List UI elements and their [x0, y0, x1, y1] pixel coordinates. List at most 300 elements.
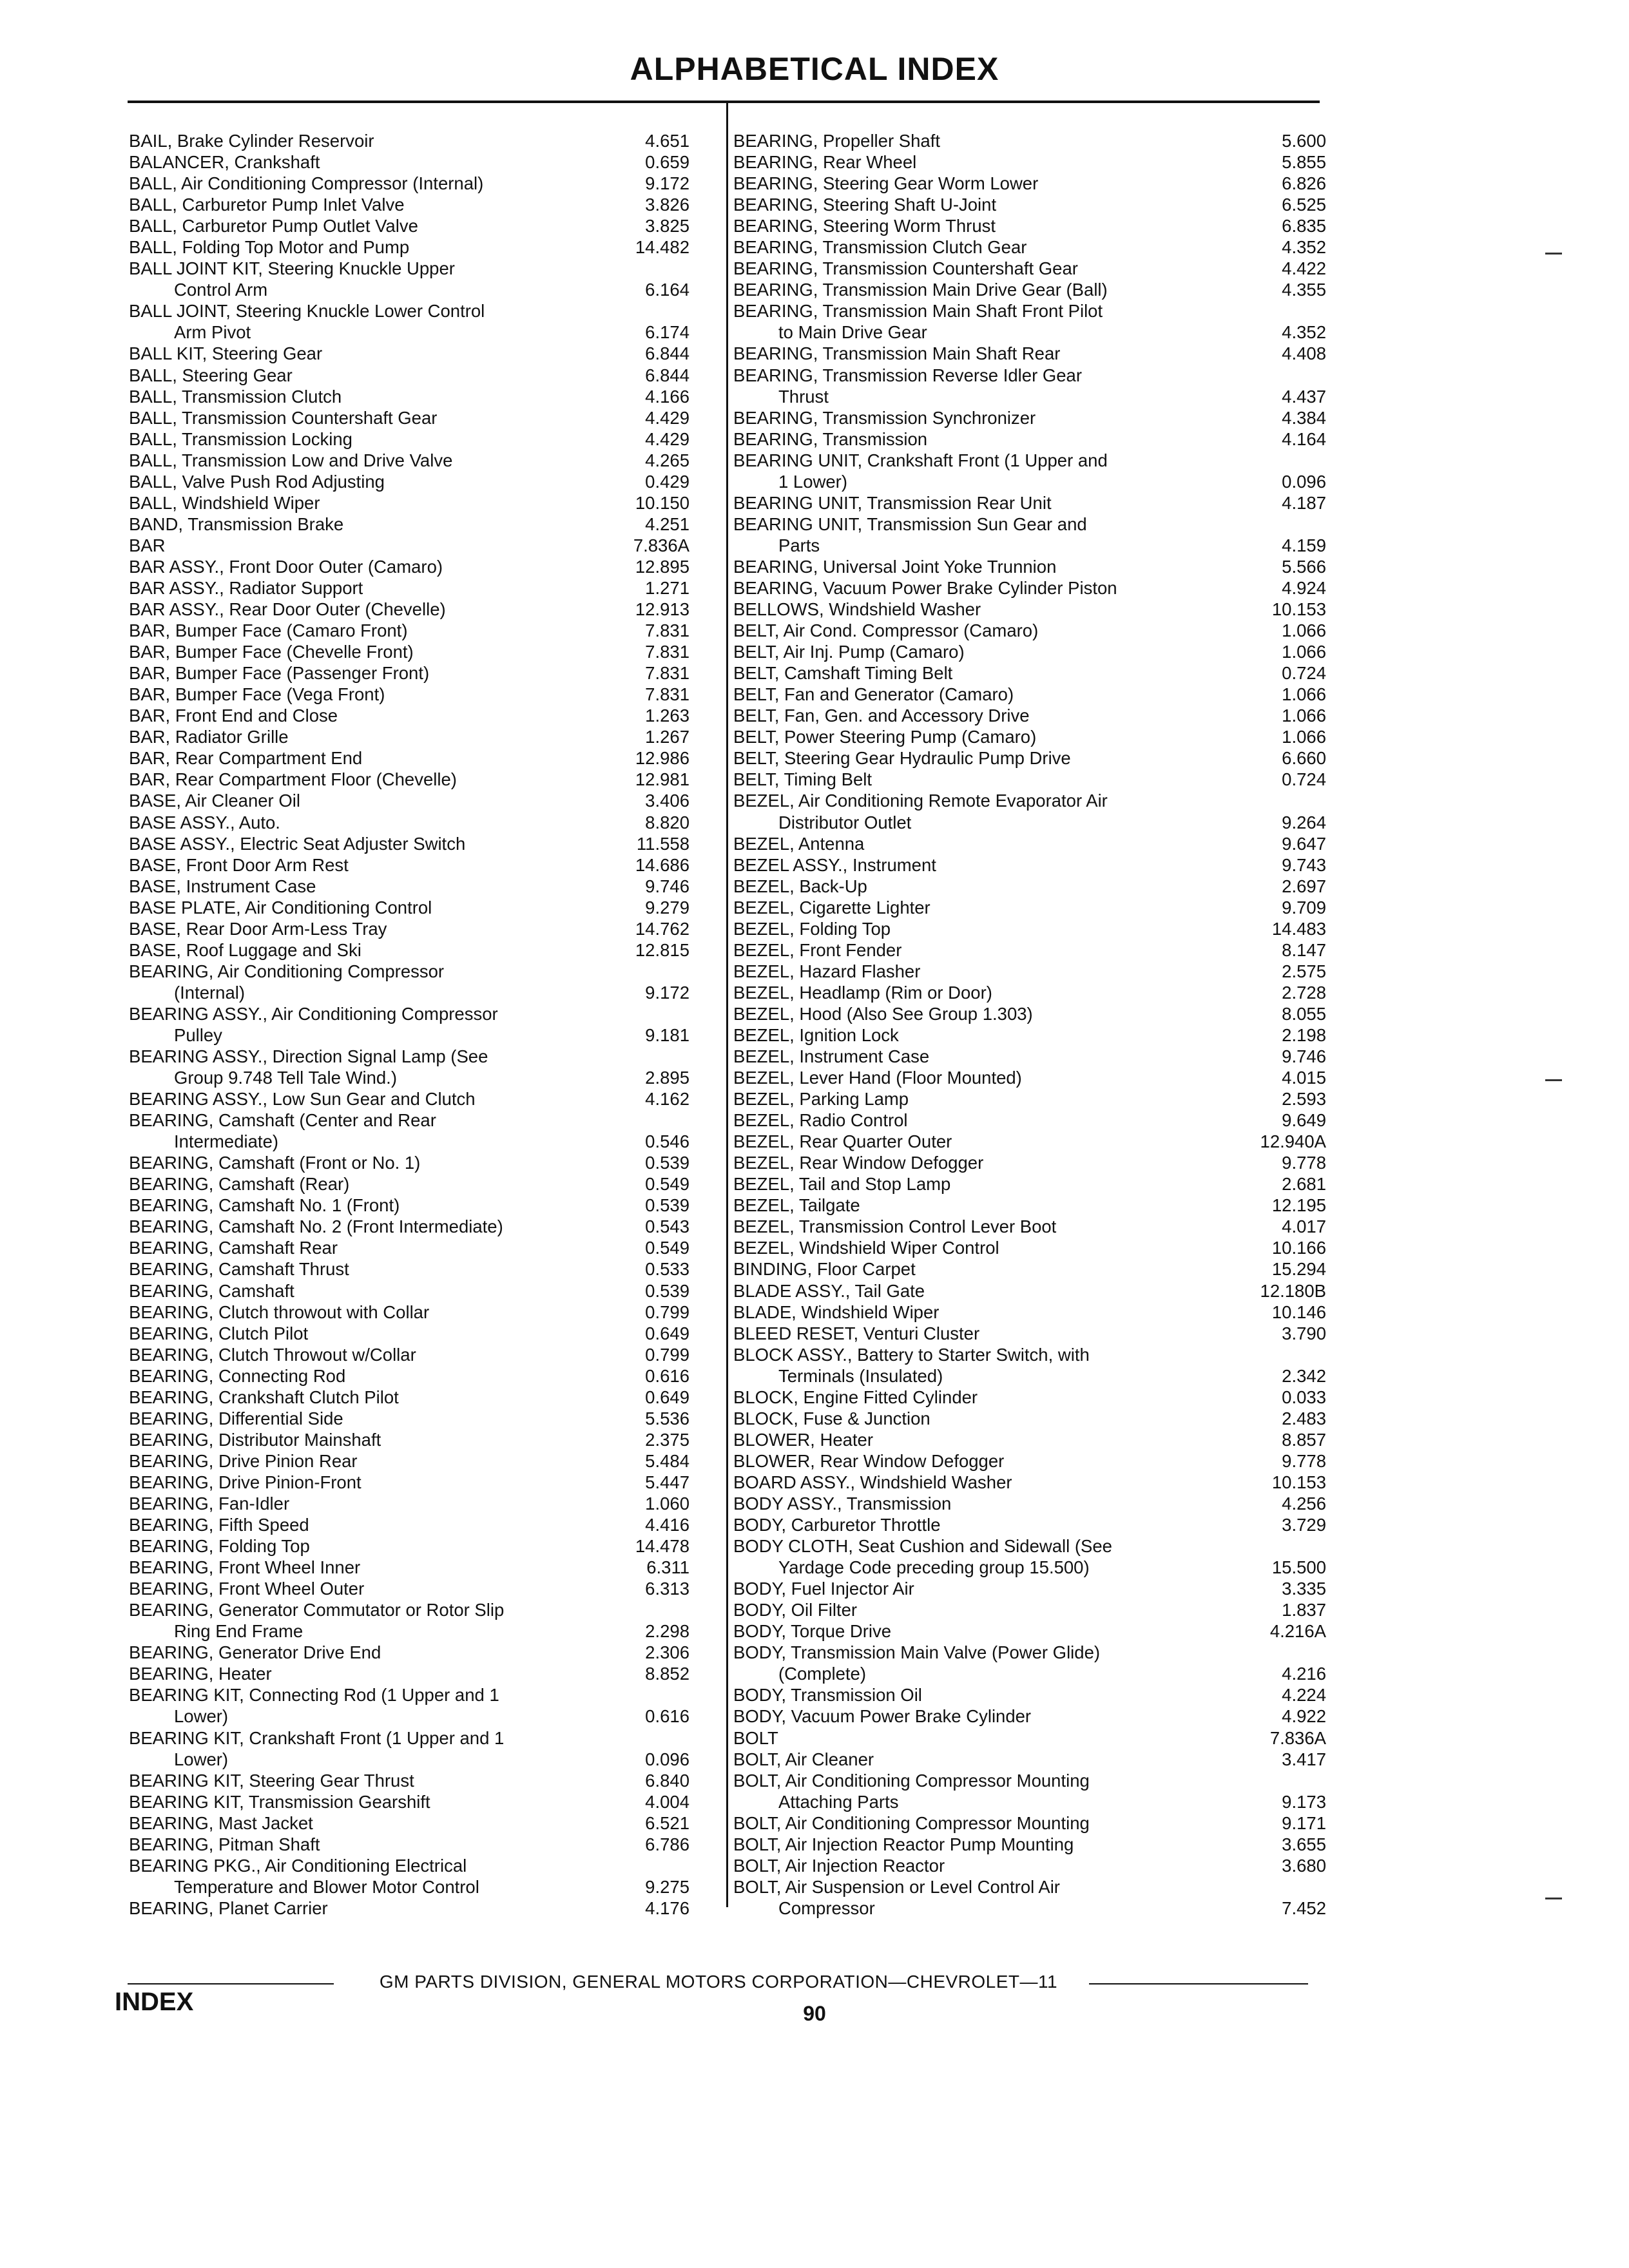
entry-term: BELT, Fan, Gen. and Accessory Drive [733, 706, 1030, 726]
index-entry [733, 726, 1326, 747]
entry-term: BOLT [733, 1727, 778, 1748]
index-entry [129, 1599, 689, 1642]
entry-term: BEARING, Rear Wheel [733, 152, 917, 173]
entry-term: BEARING, Front Wheel Inner [129, 1557, 361, 1578]
entry-term: BOLT, Air Injection Reactor [733, 1855, 945, 1876]
entry-page-ref: 7.836A [633, 535, 689, 555]
index-entry [733, 151, 1326, 173]
index-entry [129, 577, 689, 599]
entry-term: BEARING, Clutch throwout with Collar [129, 1302, 430, 1322]
entry-text [129, 577, 593, 599]
entry-term: BASE, Front Door Arm Rest [129, 854, 349, 875]
entry-text [733, 1684, 1242, 1706]
entry-term: BAR [129, 535, 166, 555]
entry-page-ref: 2.575 [1282, 961, 1326, 981]
entry-text [733, 1216, 1242, 1237]
entry-term: BAR, Bumper Face (Passenger Front) [129, 663, 430, 684]
entry-page-ref: 6.311 [646, 1557, 689, 1578]
title-rule [128, 101, 1320, 103]
entry-term: BAR, Rear Compartment Floor (Chevelle) [129, 769, 457, 790]
entry-term: BELT, Timing Belt [733, 769, 872, 790]
entry-text [129, 428, 593, 450]
index-entry [129, 535, 689, 556]
entry-text [733, 1088, 1242, 1110]
entry-text [733, 1344, 1242, 1387]
entry-text [129, 833, 593, 854]
entry-term: BEARING PKG., Air Conditioning Electrical [129, 1855, 467, 1876]
entry-page-ref: 0.724 [1282, 769, 1326, 790]
entry-term: BEARING ASSY., Direction Signal Lamp (See [129, 1046, 488, 1067]
entry-text [129, 918, 593, 939]
entry-page-ref: 4.166 [645, 386, 689, 407]
index-entry [733, 1684, 1326, 1706]
entry-text [733, 1131, 1242, 1152]
entry-term: BODY, Torque Drive [733, 1621, 892, 1642]
entry-term: BELLOWS, Windshield Washer [733, 599, 981, 620]
entry-term: BOLT, Air Cleaner [733, 1749, 874, 1769]
entry-text [733, 1323, 1242, 1344]
index-entry [129, 300, 689, 343]
index-entry [733, 1003, 1326, 1024]
entry-page-ref: 6.786 [645, 1834, 689, 1854]
entry-text [733, 854, 1242, 876]
entry-page-ref: 4.251 [645, 514, 689, 534]
entry-page-ref: 15.294 [1271, 1259, 1326, 1280]
entry-term: BELT, Camshaft Timing Belt [733, 663, 953, 684]
entry-text [733, 236, 1242, 258]
entry-term-continuation: Compressor [778, 1898, 875, 1918]
entry-page-ref: 3.655 [1282, 1834, 1326, 1854]
entry-term: BELT, Air Inj. Pump (Camaro) [733, 642, 965, 662]
entry-term: BEARING, Drive Pinion-Front [129, 1472, 361, 1492]
entry-text [733, 662, 1242, 684]
entry-text [129, 1173, 593, 1195]
entry-page-ref: 12.913 [635, 599, 689, 620]
entry-page-ref: 0.799 [645, 1302, 689, 1322]
entry-term: BOLT, Air Conditioning Compressor Mounting [733, 1770, 1090, 1791]
entry-page-ref: 7.836A [1269, 1727, 1326, 1748]
entry-term: BALANCER, Crankshaft [129, 152, 320, 173]
entry-page-ref: 0.649 [645, 1323, 689, 1343]
entry-term: BALL, Transmission Low and Drive Valve [129, 450, 453, 470]
entry-term: BEARING, Heater [129, 1664, 272, 1684]
index-entry [733, 343, 1326, 364]
index-entry [733, 1834, 1326, 1855]
entry-term: BLOWER, Rear Window Defogger [733, 1450, 1005, 1471]
entry-text [733, 428, 1242, 450]
entry-text [129, 1493, 593, 1514]
index-entry [733, 1024, 1326, 1046]
entry-term: BEARING, Drive Pinion Rear [129, 1450, 358, 1471]
entry-text [733, 1152, 1242, 1173]
entry-page-ref: 8.147 [1282, 939, 1326, 960]
entry-page-ref: 1.060 [645, 1494, 689, 1514]
entry-page-ref: 0.724 [1282, 663, 1326, 684]
entry-text [129, 1365, 593, 1387]
entry-page-ref: 1.267 [645, 727, 689, 747]
entry-page-ref: 9.709 [1282, 897, 1326, 918]
entry-term: BEARING, Camshaft (Front or No. 1) [129, 1153, 421, 1173]
entry-text [129, 1302, 593, 1323]
entry-text [129, 747, 593, 769]
index-entry [129, 1280, 689, 1302]
entry-term: BALL, Windshield Wiper [129, 492, 320, 513]
entry-page-ref: 14.482 [635, 237, 689, 258]
entry-text [129, 1770, 593, 1791]
page-number: 90 [803, 2002, 826, 2025]
entry-text [733, 1642, 1242, 1684]
entry-term: BALL, Air Conditioning Compressor (Internal) [129, 173, 484, 194]
entry-text [733, 1493, 1242, 1514]
index-entry [733, 173, 1326, 194]
entry-term-continuation: Thrust [778, 386, 829, 407]
entry-text [129, 1408, 593, 1429]
entry-term: BEARING ASSY., Low Sun Gear and Clutch [129, 1089, 476, 1110]
entry-term-continuation: Ring End Frame [174, 1621, 304, 1642]
index-entry [129, 1195, 689, 1216]
entry-page-ref: 0.096 [1282, 471, 1326, 492]
entry-term: BALL JOINT KIT, Steering Knuckle Upper [129, 258, 455, 279]
entry-term: BEZEL, Instrument Case [733, 1046, 930, 1067]
entry-page-ref: 12.940A [1260, 1131, 1326, 1152]
entry-page-ref: 3.680 [1282, 1855, 1326, 1876]
entry-page-ref: 5.536 [645, 1408, 689, 1428]
entry-text [733, 514, 1242, 556]
entry-term: BOLT, Air Injection Reactor Pump Mounting [733, 1834, 1074, 1854]
entry-term: BINDING, Floor Carpet [733, 1259, 916, 1280]
entry-page-ref: 0.533 [645, 1259, 689, 1280]
entry-page-ref: 4.429 [645, 428, 689, 449]
entry-term: BASE, Instrument Case [129, 876, 316, 896]
entry-term: BODY, Vacuum Power Brake Cylinder [733, 1706, 1032, 1727]
entry-text [129, 599, 593, 620]
entry-page-ref: 7.831 [645, 642, 689, 662]
entry-term: BEZEL, Tailgate [733, 1195, 860, 1216]
index-entry [733, 407, 1326, 428]
entry-page-ref: 3.790 [1282, 1323, 1326, 1343]
entry-text [129, 300, 593, 343]
index-entry [129, 854, 689, 876]
index-entry [129, 1323, 689, 1344]
entry-text [733, 258, 1242, 279]
entry-text [733, 1429, 1242, 1450]
entry-term-continuation: to Main Drive Gear [778, 322, 927, 343]
entry-term: BEARING, Propeller Shaft [733, 131, 940, 151]
entry-text [129, 1812, 593, 1834]
entry-page-ref: 3.335 [1282, 1579, 1326, 1599]
index-entry [733, 1302, 1326, 1323]
entry-page-ref: 6.521 [645, 1812, 689, 1833]
entry-page-ref: 6.826 [1282, 173, 1326, 194]
entry-term: BEZEL, Cigarette Lighter [733, 897, 930, 918]
entry-term: BOLT, Air Suspension or Level Control Air [733, 1876, 1060, 1897]
entry-term: BEARING, Transmission Main Drive Gear (Ball) [733, 280, 1108, 300]
entry-text [129, 726, 593, 747]
entry-text [733, 599, 1242, 620]
entry-text [733, 1195, 1242, 1216]
entry-page-ref: 14.686 [635, 854, 689, 875]
entry-text [129, 1046, 593, 1088]
index-entry [129, 833, 689, 854]
index-entry [129, 1408, 689, 1429]
index-entry [733, 620, 1326, 641]
entry-text [129, 897, 593, 918]
entry-page-ref: 0.549 [645, 1174, 689, 1195]
index-entry [733, 939, 1326, 961]
entry-term: BEARING, Front Wheel Outer [129, 1579, 365, 1599]
entry-term: BODY CLOTH, Seat Cushion and Sidewall (See [733, 1536, 1112, 1557]
entry-term-continuation: Pulley [174, 1024, 222, 1045]
entry-page-ref: 4.416 [645, 1515, 689, 1535]
entry-term: BAR ASSY., Radiator Support [129, 577, 363, 598]
entry-text [129, 1472, 593, 1493]
index-entry [733, 833, 1326, 854]
index-entry [733, 300, 1326, 343]
footer-rule-right [1089, 1983, 1308, 1984]
entry-term: BALL JOINT, Steering Knuckle Lower Control [129, 301, 485, 322]
entry-text [733, 641, 1242, 662]
entry-page-ref: 0.659 [645, 152, 689, 173]
entry-text [129, 514, 593, 535]
index-entry [129, 705, 689, 726]
entry-term: BEARING, Transmission Main Shaft Front Pilot [733, 301, 1103, 322]
index-entry [733, 790, 1326, 832]
entry-text [733, 726, 1242, 747]
entry-term: BODY, Transmission Oil [733, 1685, 922, 1706]
entry-text [129, 1599, 593, 1642]
entry-page-ref: 0.799 [645, 1344, 689, 1365]
entry-text [733, 620, 1242, 641]
entry-term-continuation: 1 Lower) [778, 471, 847, 492]
entry-text [129, 876, 593, 897]
entry-text [129, 1216, 593, 1237]
entry-term: BEARING, Steering Shaft U-Joint [733, 195, 997, 215]
index-entry [129, 1344, 689, 1365]
entry-page-ref: 3.406 [645, 791, 689, 811]
entry-term: BEZEL, Windshield Wiper Control [733, 1238, 999, 1258]
index-entry [733, 428, 1326, 450]
entry-term: BEARING, Camshaft Rear [129, 1238, 338, 1258]
entry-text [129, 684, 593, 705]
entry-term: BAND, Transmission Brake [129, 514, 344, 534]
entry-term: BEARING, Transmission Synchronizer [733, 407, 1036, 428]
entry-page-ref: 2.306 [645, 1642, 689, 1663]
entry-term-continuation: (Complete) [778, 1664, 867, 1684]
entry-term: BALL, Valve Push Rod Adjusting [129, 471, 385, 492]
index-entry [129, 812, 689, 833]
entry-term: BEARING UNIT, Transmission Rear Unit [733, 492, 1052, 513]
entry-page-ref: 1.066 [1282, 727, 1326, 747]
entry-term: BODY, Transmission Main Valve (Power Glide) [733, 1642, 1101, 1663]
entry-page-ref: 2.342 [1282, 1365, 1326, 1386]
index-entry [129, 939, 689, 961]
entry-page-ref: 4.429 [645, 407, 689, 428]
entry-page-ref: 1.263 [645, 706, 689, 726]
index-entry [129, 1003, 689, 1046]
entry-term: BASE PLATE, Air Conditioning Control [129, 897, 432, 918]
index-entry [733, 684, 1326, 705]
index-entry [129, 1387, 689, 1408]
entry-page-ref: 4.355 [1282, 280, 1326, 300]
entry-page-ref: 4.176 [645, 1898, 689, 1918]
entry-term: BOARD ASSY., Windshield Washer [733, 1472, 1012, 1492]
index-entry [129, 258, 689, 300]
entry-page-ref: 12.195 [1271, 1195, 1326, 1216]
entry-page-ref: 4.164 [1282, 428, 1326, 449]
entry-text [733, 1173, 1242, 1195]
entry-term: BEARING, Camshaft Thrust [129, 1259, 349, 1280]
entry-page-ref: 9.778 [1282, 1450, 1326, 1471]
index-entry [733, 577, 1326, 599]
entry-text [129, 1258, 593, 1280]
entry-term-continuation: Lower) [174, 1706, 229, 1727]
index-entry [129, 471, 689, 492]
entry-page-ref: 4.187 [1282, 492, 1326, 513]
entry-text [129, 215, 593, 236]
entry-page-ref: 6.174 [645, 322, 689, 343]
entry-term: BEARING KIT, Crankshaft Front (1 Upper and 1 [129, 1727, 505, 1748]
entry-page-ref: 14.762 [635, 918, 689, 939]
entry-page-ref: 9.173 [1282, 1791, 1326, 1812]
entry-page-ref: 1.066 [1282, 684, 1326, 705]
entry-term: BEARING, Steering Gear Worm Lower [733, 173, 1039, 194]
entry-page-ref: 9.172 [645, 982, 689, 1003]
entry-text [733, 1450, 1242, 1472]
entry-text [733, 173, 1242, 194]
index-entry [733, 215, 1326, 236]
margin-mark [1545, 1898, 1562, 1899]
index-entry [733, 1131, 1326, 1152]
entry-page-ref: 2.895 [645, 1068, 689, 1088]
index-entry [733, 1642, 1326, 1684]
entry-text [129, 620, 593, 641]
entry-page-ref: 4.256 [1282, 1494, 1326, 1514]
entry-page-ref: 5.855 [1282, 152, 1326, 173]
entry-text [129, 1791, 593, 1812]
index-entry [129, 130, 689, 151]
entry-term: BEARING, Transmission [733, 428, 928, 449]
entry-page-ref: 14.483 [1271, 918, 1326, 939]
index-entry [129, 1472, 689, 1493]
entry-term: BEZEL, Parking Lamp [733, 1089, 909, 1110]
entry-term: BEARING, Clutch Throwout w/Collar [129, 1344, 416, 1365]
index-entry [733, 1110, 1326, 1131]
entry-page-ref: 7.831 [645, 620, 689, 641]
entry-page-ref: 4.651 [645, 131, 689, 151]
entry-text [129, 1727, 593, 1770]
entry-term: BEARING, Fan-Idler [129, 1494, 290, 1514]
entry-text [129, 194, 593, 215]
entry-page-ref: 4.352 [1282, 237, 1326, 258]
entry-page-ref: 2.697 [1282, 876, 1326, 896]
entry-text [129, 662, 593, 684]
index-entry [129, 173, 689, 194]
entry-text [733, 1110, 1242, 1131]
entry-page-ref: 10.153 [1271, 599, 1326, 620]
entry-term: BEARING, Camshaft No. 2 (Front Intermediate) [129, 1216, 503, 1237]
entry-page-ref: 4.437 [1282, 386, 1326, 407]
entry-text [733, 747, 1242, 769]
entry-page-ref: 7.831 [645, 684, 689, 705]
entry-term: BALL, Carburetor Pump Inlet Valve [129, 195, 405, 215]
entry-page-ref: 4.159 [1282, 535, 1326, 555]
entry-page-ref: 6.844 [645, 343, 689, 364]
entry-term-continuation: Temperature and Blower Motor Control [174, 1876, 479, 1897]
entry-term: BEZEL, Air Conditioning Remote Evaporator Air [733, 791, 1108, 811]
entry-text [129, 1450, 593, 1472]
entry-term: BEARING, Camshaft [129, 1280, 294, 1301]
entry-page-ref: 11.558 [636, 833, 689, 854]
entry-text [129, 1535, 593, 1557]
index-entry [129, 1046, 689, 1088]
index-entry [129, 747, 689, 769]
index-entry [129, 620, 689, 641]
index-entry [733, 1770, 1326, 1812]
entry-text [733, 939, 1242, 961]
entry-term: BAR, Bumper Face (Vega Front) [129, 684, 385, 705]
entry-term: BEARING, Air Conditioning Compressor [129, 961, 445, 981]
index-entry [733, 1450, 1326, 1472]
entry-page-ref: 2.593 [1282, 1089, 1326, 1110]
entry-text [733, 684, 1242, 705]
index-entry [129, 514, 689, 535]
footer-text: GM PARTS DIVISION, GENERAL MOTORS CORPORATION—CHEVROLET—11 [379, 1972, 1058, 1992]
entry-term: BEZEL, Lever Hand (Floor Mounted) [733, 1068, 1022, 1088]
entry-text [733, 790, 1242, 832]
entry-text [129, 407, 593, 428]
entry-text [129, 1280, 593, 1302]
entry-page-ref: 0.539 [645, 1153, 689, 1173]
entry-text [733, 1237, 1242, 1258]
entry-text [733, 1258, 1242, 1280]
entry-page-ref: 10.150 [635, 492, 689, 513]
index-entry [129, 1152, 689, 1173]
entry-text [733, 1302, 1242, 1323]
entry-page-ref: 8.852 [645, 1664, 689, 1684]
entry-term: BODY, Carburetor Throttle [733, 1515, 941, 1535]
entry-term: BEZEL, Rear Window Defogger [733, 1153, 984, 1173]
index-entry [733, 1387, 1326, 1408]
entry-text [129, 1642, 593, 1663]
entry-term-continuation: Intermediate) [174, 1131, 279, 1152]
index-entry [129, 961, 689, 1003]
entry-page-ref: 12.180B [1260, 1280, 1326, 1301]
entry-page-ref: 5.484 [645, 1450, 689, 1471]
entry-text [733, 1770, 1242, 1812]
entry-page-ref: 10.146 [1271, 1302, 1326, 1322]
entry-term: BLOCK, Engine Fitted Cylinder [733, 1387, 978, 1407]
entry-page-ref: 10.153 [1271, 1472, 1326, 1492]
index-entry [733, 854, 1326, 876]
entry-term: BASE ASSY., Electric Seat Adjuster Switch [129, 833, 466, 854]
index-entry [733, 1237, 1326, 1258]
index-entry [733, 747, 1326, 769]
entry-text [129, 151, 593, 173]
entry-term: BEARING KIT, Connecting Rod (1 Upper and 1 [129, 1685, 499, 1706]
entry-page-ref: 0.543 [645, 1216, 689, 1237]
entry-page-ref: 9.778 [1282, 1153, 1326, 1173]
index-entry [733, 1323, 1326, 1344]
entry-text [733, 450, 1242, 492]
entry-text [129, 492, 593, 514]
entry-text [733, 1876, 1242, 1919]
entry-page-ref: 1.271 [645, 577, 689, 598]
entry-term: BALL, Folding Top Motor and Pump [129, 237, 410, 258]
entry-term: BODY, Fuel Injector Air [733, 1579, 914, 1599]
index-entry [129, 1216, 689, 1237]
entry-term: BEARING, Connecting Rod [129, 1365, 346, 1386]
entry-page-ref: 2.298 [645, 1621, 689, 1642]
